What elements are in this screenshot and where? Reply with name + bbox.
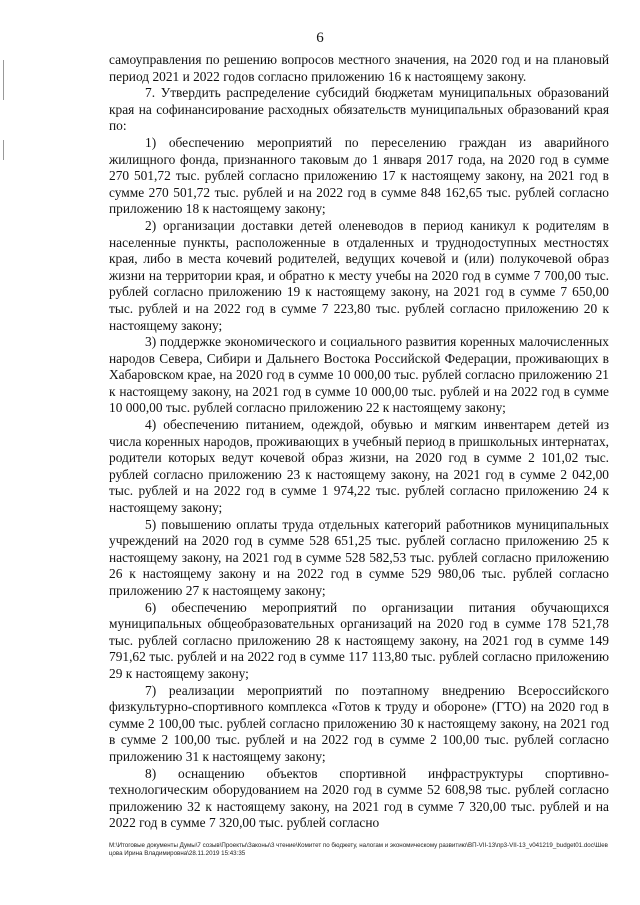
paragraph-item-7: 7. Утвердить распределение субсидий бюджетам муниципальных образований края на софинансирование расходных обязательств муниципальных образований края по: xyxy=(109,85,609,134)
paragraph-subitem-8: 8) оснащению объектов спортивной инфраструктуры спортивно-технологическим оборудованием на 2020 год в сумме 52 608,98 тыс. рублей согласно приложению 32 к настоящему закону, на 2021 год в сумме 7 320,00 тыс. рублей и на 2022 год в сумме 7 320,00 тыс. рублей согласно xyxy=(109,765,609,831)
paragraph-subitem-4: 4) обеспечению питанием, одеждой, обувью и мягким инвентарем детей из числа коренных народов, проживающих в учебный период в пришкольных интернатах, родители которых ведут кочевой образ жизни, на 2020 год в сумме 2 101,02 тыс. рублей согласно приложению 23 к настоящему закону, на 2021 год в сумме 2 042,00 тыс. рублей и на 2022 год в сумме 1 974,22 тыс. рублей согласно приложению 24 к настоящему закону; xyxy=(109,417,609,516)
scan-margin-mark xyxy=(3,140,4,160)
file-path-footer: M:\Итоговые документы Думы\7 созыв\Проекты\Законы\3 чтение\Комитет по бюджету, налогам и экономическому развитию\ВП-VII-13\пр3-VII-13_v041219_budget01.doc\Шевцова Ирина Владимировна\28.11.2019 15:43:35 xyxy=(109,842,608,857)
paragraph-subitem-2: 2) организации доставки детей оленеводов в период каникул к родителям в населенные пункты, расположенные в отдаленных и труднодоступных местностях края, либо в места кочевий родителей, ведущих кочевой и (или) полукочевой образ жизни на территории края, и обратно к месту учебы на 2020 год в сумме 7 700,00 тыс. рублей согласно приложению 19 к настоящему закону, на 2021 год в сумме 7 650,00 тыс. рублей и на 2022 год в сумме 7 223,80 тыс. рублей согласно приложению 20 к настоящему закону; xyxy=(109,217,609,333)
paragraph-subitem-3: 3) поддержке экономического и социального развития коренных малочисленных народов Севера, Сибири и Дальнего Востока Российской Федерации, проживающих в Хабаровском крае, на 2020 год в сумме 10 000,00 тыс. рублей согласно приложению 21 к настоящему закону, на 2021 год в сумме 10 000,00 тыс. рублей и на 2022 год в сумме 10 000,00 тыс. рублей согласно приложению 22 к настоящему закону; xyxy=(109,334,609,416)
paragraph-subitem-7: 7) реализации мероприятий по поэтапному внедрению Всероссийского физкультурно-спортивного комплекса «Готов к труду и обороне» (ГТО) на 2020 год в сумме 2 100,00 тыс. рублей согласно приложению 30 к настоящему закону, на 2021 год в сумме 2 100,00 тыс. рублей и на 2022 год в сумме 2 100,00 тыс. рублей согласно приложению 31 к настоящему закону; xyxy=(109,682,609,764)
paragraph-subitem-6: 6) обеспечению мероприятий по организации питания обучающихся муниципальных общеобразовательных организаций на 2020 год в сумме 178 521,78 тыс. рублей согласно приложению 28 к настоящему закону, на 2021 год в сумме 149 791,62 тыс. рублей и на 2022 год в сумме 117 113,80 тыс. рублей согласно приложению 29 к настоящему закону; xyxy=(109,599,609,681)
scan-margin-mark xyxy=(3,60,4,100)
document-body xyxy=(109,52,609,832)
paragraph-subitem-1: 1) обеспечению мероприятий по переселению граждан из аварийного жилищного фонда, признанного таковым до 1 января 2017 года, на 2020 год в сумме 270 501,72 тыс. рублей согласно приложению 17 к настоящему закону, на 2021 год в сумме 270 501,72 тыс. рублей и на 2022 год в сумме 848 162,65 тыс. рублей согласно приложению 18 к настоящему закону; xyxy=(109,134,609,217)
paragraph-subitem-5: 5) повышению оплаты труда отдельных категорий работников муниципальных учреждений на 2020 год в сумме 528 651,25 тыс. рублей согласно приложению 25 к настоящему закону, на 2021 год в сумме 528 582,53 тыс. рублей согласно приложению 26 к настоящему закону и на 2022 год в сумме 529 980,06 тыс. рублей согласно приложению 27 к настоящему закону; xyxy=(109,516,609,598)
page-number: 6 xyxy=(316,30,324,46)
paragraph-continuation: самоуправления по решению вопросов местного значения, на 2020 год и на плановый период 2021 и 2022 годов согласно приложению 16 к настоящему закону. xyxy=(109,52,609,84)
